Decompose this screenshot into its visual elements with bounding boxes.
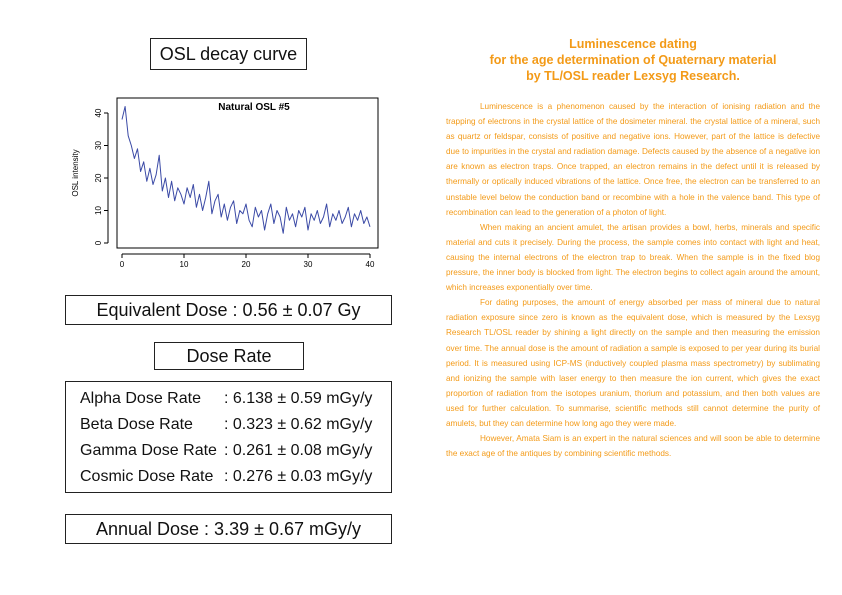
- article-heading: [446, 36, 820, 84]
- chart-title: Natural OSL #5: [218, 102, 290, 113]
- y-axis-label: OSL intensity: [71, 149, 80, 197]
- article-heading-line: Luminescence dating: [569, 37, 697, 51]
- y-tick-label: 20: [94, 173, 103, 183]
- article-paragraph: Luminescence is a phenomenon caused by the interaction of ionising radiation and the trapping of electrons in the crystal lattice of the dosimeter mineral. the crystal lattice of a mineral, such as quartz or feldspar, consists of positive and negative ions. However, part of the lattice is defective due to impurities in the crystal and radiation damage. Defects caused by the absence of a negative ion are known as electron traps. Once trapped, an electron remains in the defect until it is released by thermally or optically induced vibrations of the lattice. Once free, the electron can be transferred to an unstable level below the conduction band or recombine with a hole in the valence band. This type of recombination can lead to the generation of a photon of light.: [446, 102, 820, 217]
- annual-dose-box: [65, 514, 392, 544]
- dose-rate-value: : 6.138 ± 0.59 mGy/y: [224, 390, 373, 407]
- equivalent-dose: Equivalent Dose : 0.56 ± 0.07 Gy: [96, 299, 361, 320]
- dose-rate-value: : 0.276 ± 0.03 mGy/y: [224, 468, 373, 485]
- dose-rate-row-beta: [80, 416, 372, 434]
- dose-rate-row-alpha: [80, 390, 372, 408]
- dose-rate-label: Gamma Dose Rate: [80, 442, 217, 459]
- x-tick-label: 20: [241, 260, 251, 269]
- x-tick-label: 40: [365, 260, 375, 269]
- osl-decay-chart: [64, 96, 384, 274]
- article-heading-line: for the age determination of Quaternary material: [489, 53, 777, 67]
- dose-rate-row-gamma: [80, 442, 372, 460]
- dose-rate-label: Beta Dose Rate: [80, 416, 193, 433]
- x-tick-label: 0: [119, 260, 125, 269]
- article-paragraph: For dating purposes, the amount of energy absorbed per mass of mineral due to natural radiation exposure since zero is known as the equivalent dose, which is measured by the Lexsyg Research TL/OSL reader by shining a light directly on the sample and then measuring the emission over time. The annual dose is the amount of radiation a sample is exposed to per year during its burial period. It is measured using ICP-MS (inductively coupled plasma mass spectrometry) by sublimating and ionizing the sample with laser energy to then measure the ion current, which gives the exact proportion of radiation from the isotopes uranium, thorium and potassium, and then both values are used for further calculation. To summarise, scientific methods still cannot determine the purity of amulets, but they can determine how long ago they were made.: [446, 298, 820, 428]
- y-tick-label: 40: [94, 108, 103, 118]
- series-line: [122, 107, 370, 234]
- article: [446, 36, 820, 461]
- y-tick-label: 30: [94, 141, 103, 150]
- x-tick-label: 30: [303, 260, 313, 269]
- osl-title: OSL decay curve: [159, 43, 298, 64]
- dose-rate-title: Dose Rate: [186, 345, 272, 366]
- dose-rate-title-box: [154, 342, 304, 370]
- dose-rate-value: : 0.323 ± 0.62 mGy/y: [224, 416, 373, 433]
- dose-rate-row-cosmic: [80, 468, 372, 486]
- chart-axes: [94, 108, 375, 269]
- y-tick-label: 0: [94, 240, 103, 246]
- article-heading-line: by TL/OSL reader Lexsyg Research.: [526, 69, 740, 83]
- dose-rate-value: : 0.261 ± 0.08 mGy/y: [224, 442, 373, 459]
- y-tick-label: 10: [94, 206, 103, 215]
- dose-rate-table: [65, 381, 392, 493]
- equivalent-dose-box: [65, 295, 392, 325]
- dose-rate-label: Cosmic Dose Rate: [80, 468, 214, 485]
- article-paragraph: However, Amata Siam is an expert in the natural sciences and will soon be able to determine the exact age of the antiques by combining scientific methods.: [446, 434, 820, 459]
- x-tick-label: 10: [179, 260, 189, 269]
- article-paragraph: When making an ancient amulet, the artisan provides a bowl, herbs, minerals and specific material and cuts it precisely. During the process, the sample comes into contact with light and heat, causing the internal electrons of the electron trap to break. When the sample is in the fixed blog pressure, the inner body is blocked from light. The electron begins to collect again around the amount, which increases exponentially over time.: [446, 222, 820, 293]
- dose-rate-label: Alpha Dose Rate: [80, 390, 201, 407]
- annual-dose: Annual Dose : 3.39 ± 0.67 mGy/y: [95, 518, 362, 539]
- osl-title-box: [150, 38, 307, 70]
